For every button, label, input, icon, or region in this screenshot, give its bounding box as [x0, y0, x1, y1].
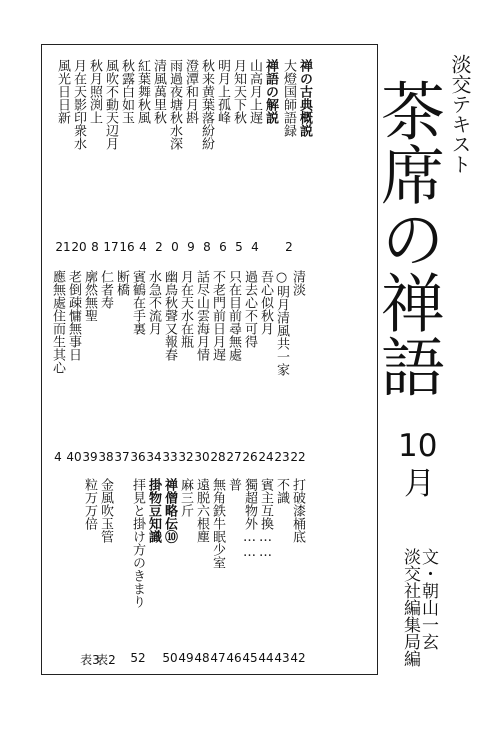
contents-entry: 秋月照渕上 [87, 59, 102, 124]
contents-page-number: 45 [242, 651, 258, 665]
contents-page-number: 6 [219, 240, 227, 254]
contents-page-number: 48 [194, 651, 210, 665]
contents-frame [41, 44, 378, 675]
contents-entry: 秋露白如玉 [119, 59, 134, 124]
contents-entry: 澄潭和月斟 [183, 59, 198, 124]
contents-page-number: 4 [251, 240, 259, 254]
contents-page-number: 39 [82, 450, 98, 464]
contents-page-number: 5 [235, 240, 243, 254]
contents-page-number: 8 [91, 240, 99, 254]
contents-entry: 大燈国師語録 [281, 59, 296, 137]
contents-page-number: 17 [103, 240, 119, 254]
contents-entry: 吾心似秋月 [258, 270, 273, 335]
contents-page-number: 30 [194, 450, 210, 464]
contents-entry: ○明月清風共一家 [274, 270, 289, 376]
contents-page-number: 52 [130, 651, 146, 665]
contents-page-number: 2 [155, 240, 163, 254]
contents-entry: 風吹不動天辺月 [103, 59, 118, 150]
contents-entry: 普 [226, 478, 241, 491]
contents-entry: 禅の古典概説 [297, 59, 312, 137]
contents-entry: 山高月上遅 [247, 59, 262, 124]
contents-entry: 麻三斤 [178, 478, 193, 517]
contents-entry: 遠脱六根塵 [194, 478, 209, 543]
contents-entry: 打破漆桶底 [290, 478, 305, 543]
contents-page-number: 4 [139, 240, 147, 254]
contents-entry: 秋来黄葉落紛紛 [199, 59, 214, 150]
contents-entry: 獨超物外…… [242, 478, 257, 560]
contents-page-number: 23 [274, 450, 290, 464]
contents-page-number: 0 [171, 240, 179, 254]
contents-page-number: 42 [290, 651, 306, 665]
month-number: 10 [398, 428, 438, 464]
contents-page-number: 40 [66, 450, 82, 464]
contents-entry: 拝見と掛け方のきまり [130, 478, 145, 608]
contents-page-number: 43 [274, 651, 290, 665]
contents-entry: 粒万万倍 [82, 478, 97, 530]
contents-page-number: 表3 [80, 653, 100, 667]
contents-entry: 断橋 [114, 270, 129, 296]
contents-entry: 只在目前尋無處 [226, 270, 241, 361]
book-title: 茶席の禅語 [370, 78, 444, 398]
contents-entry: 廓然無聖 [82, 270, 97, 322]
contents-entry: 禅僧略伝⑩ [162, 478, 177, 543]
contents-page-number: 34 [146, 450, 162, 464]
contents-page-number: 22 [290, 450, 306, 464]
contents-entry: 賓主互換…… [258, 478, 273, 560]
contents-page-number: 50 [162, 651, 178, 665]
contents-page-number: 9 [187, 240, 195, 254]
contents-page-number: 27 [226, 450, 242, 464]
contents-page-number: 36 [130, 450, 146, 464]
contents-entry: 過去心不可得 [242, 270, 257, 348]
contents-page-number: 21 [55, 240, 71, 254]
contents-entry: 清淡 [290, 270, 305, 296]
contents-entry: 幽鳥秋聲又報春 [162, 270, 177, 361]
contents-entry: 月在天水在瓶 [178, 270, 193, 348]
contents-page-number: 32 [178, 450, 194, 464]
contents-page-number: 37 [114, 450, 130, 464]
contents-page-number: 4 [54, 450, 62, 464]
contents-entry: 話尽山雲海月情 [194, 270, 209, 361]
contents-entry: 賓鶴在手裏 [130, 270, 145, 335]
contents-entry: 不老門前日月遅 [210, 270, 225, 361]
series-name: 淡交テキスト [448, 54, 472, 174]
contents-page-number: 表2 [96, 653, 116, 667]
contents-page-number: 33 [162, 450, 178, 464]
contents-entry: 月在天影印衆水 [71, 59, 86, 150]
contents-page-number: 47 [210, 651, 226, 665]
contents-entry: 掛物豆知識 [146, 478, 161, 543]
contents-page-number: 49 [178, 651, 194, 665]
contents-entry: 無角鉄牛眠少室 [210, 478, 225, 569]
contents-entry: 風光日日新 [55, 59, 70, 124]
contents-entry: 月知天下秋 [231, 59, 246, 124]
contents-entry: 紅葉舞秋風 [135, 59, 150, 124]
author-credit: 文・朝山一玄 [418, 548, 438, 650]
contents-entry: 老倒疎慵無事日 [66, 270, 81, 361]
editor-credit: 淡交社編集局編 [400, 548, 420, 667]
contents-page-number: 44 [258, 651, 274, 665]
month-label: 月 [404, 466, 435, 502]
contents-page-number: 20 [71, 240, 87, 254]
contents-page-number: 8 [203, 240, 211, 254]
contents-entry: 雨過夜塘秋水深 [167, 59, 182, 150]
contents-page-number: 28 [210, 450, 226, 464]
contents-entry: 禅語の解説 [263, 59, 278, 124]
contents-entry: 應無處住而生其心 [50, 270, 65, 374]
contents-page-number: 38 [98, 450, 114, 464]
contents-entry: 清風萬里秋 [151, 59, 166, 124]
contents-entry: 明月上孤峰 [215, 59, 230, 124]
contents-entry: 金風吹玉管 [98, 478, 113, 543]
contents-page-number: 24 [258, 450, 274, 464]
contents-entry: 水急不流月 [146, 270, 161, 335]
contents-entry: 不識 [274, 478, 289, 504]
contents-page-number: 46 [226, 651, 242, 665]
contents-entry: 仁者寿 [98, 270, 113, 309]
contents-page-number: 26 [242, 450, 258, 464]
contents-page-number: 2 [285, 240, 293, 254]
contents-page-number: 16 [119, 240, 135, 254]
